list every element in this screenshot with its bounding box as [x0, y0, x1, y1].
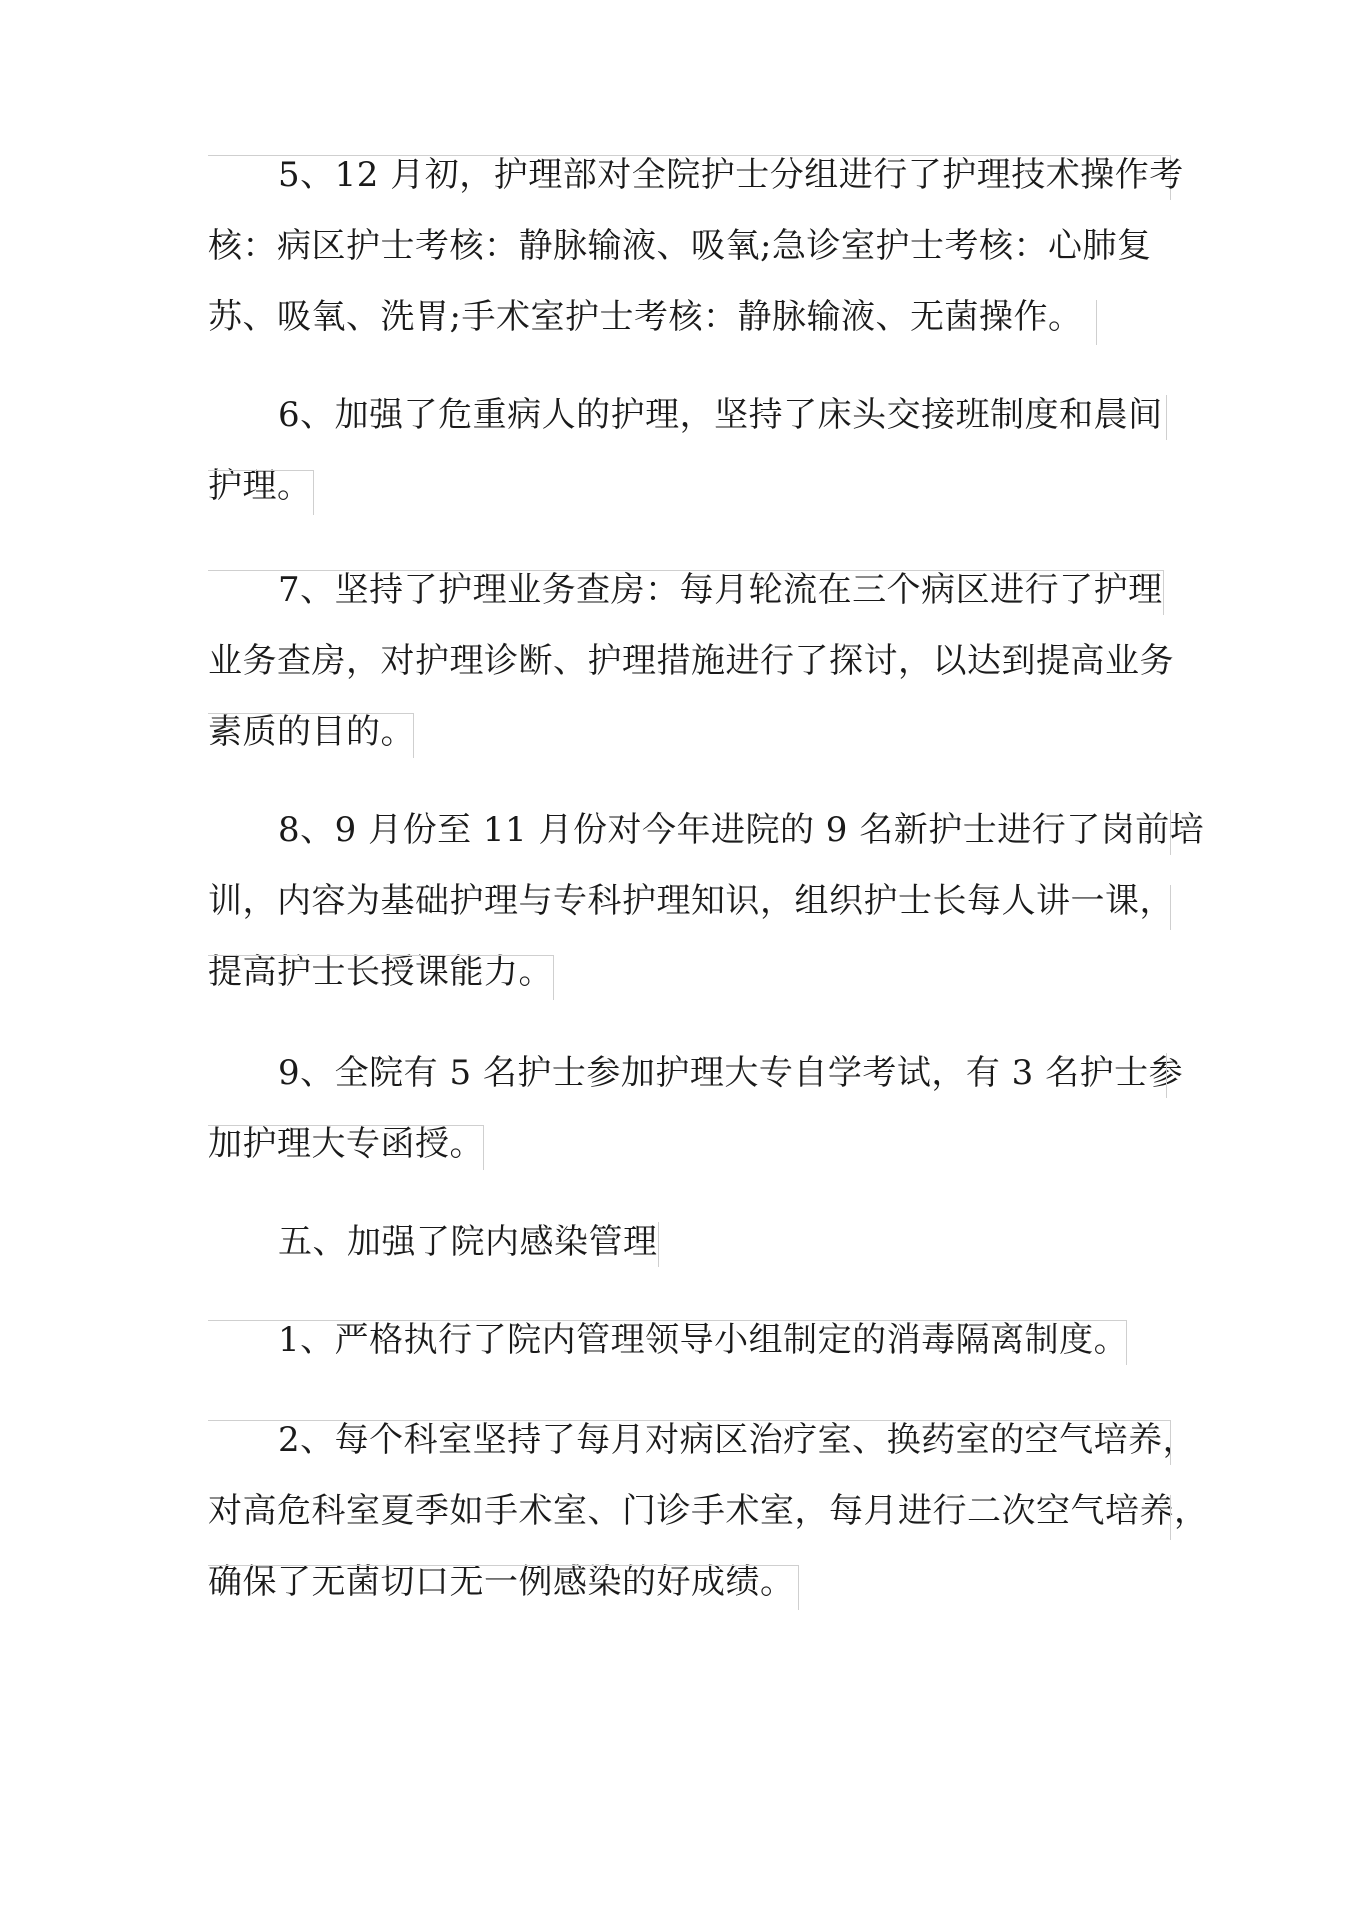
paragraph-border-top — [208, 470, 313, 471]
paragraph-border-top — [208, 1565, 798, 1566]
paragraph-border-top — [208, 713, 413, 714]
paragraph-line: 提高护士长授课能力。 — [208, 952, 553, 992]
paragraph-line: 8、9 月份至 11 月份对今年进院的 9 名新护士进行了岗前培 — [278, 810, 1205, 850]
paragraph-border-right — [1170, 810, 1171, 855]
paragraph-item-2 — [208, 1405, 1209, 1618]
paragraph-end-mark — [798, 1565, 799, 1610]
paragraph-item-8 — [208, 795, 1205, 1008]
paragraph-line: 5、12 月初，护理部对全院护士分组进行了护理技术操作考 — [278, 155, 1184, 195]
paragraph-item-9 — [208, 1038, 1184, 1180]
paragraph-line: 苏、吸氧、洗胃;手术室护士考核：静脉输液、无菌操作。 — [208, 297, 1083, 337]
paragraph-item-7 — [208, 555, 1174, 768]
paragraph-end-mark — [658, 1222, 659, 1267]
paragraph-border-top — [208, 1125, 483, 1126]
paragraph-line: 对高危科室夏季如手术室、门诊手术室，每月进行二次空气培养， — [208, 1491, 1209, 1531]
paragraph-end-mark — [1096, 300, 1097, 345]
paragraph-end-mark — [483, 1125, 484, 1170]
paragraph-line: 护理。 — [208, 466, 312, 506]
paragraph-line: 训，内容为基础护理与专科护理知识，组织护士长每人讲一课， — [208, 881, 1174, 921]
paragraph-line: 7、坚持了护理业务查房：每月轮流在三个病区进行了护理 — [278, 570, 1163, 610]
paragraph-border-right — [1166, 1053, 1167, 1098]
paragraph-border-right — [1166, 395, 1167, 440]
paragraph-end-mark — [413, 713, 414, 758]
paragraph-item-1 — [208, 1305, 1170, 1376]
paragraph-line: 业务查房，对护理诊断、护理措施进行了探讨，以达到提高业务 — [208, 641, 1174, 681]
paragraph-line: 素质的目的。 — [208, 712, 415, 752]
paragraph-line: 2、每个科室坚持了每月对病区治疗室、换药室的空气培养， — [278, 1420, 1198, 1460]
paragraph-end-mark — [1126, 1320, 1127, 1365]
heading-line: 五、加强了院内感染管理 — [278, 1222, 658, 1262]
paragraph-line: 核：病区护士考核：静脉输液、吸氧;急诊室护士考核：心肺复 — [208, 226, 1152, 266]
paragraph-border-right — [1170, 1495, 1171, 1540]
paragraph-item-6 — [208, 380, 1170, 522]
paragraph-border-right — [1170, 1420, 1171, 1465]
paragraph-line: 1、严格执行了院内管理领导小组制定的消毒隔离制度。 — [278, 1320, 1129, 1360]
paragraph-line: 加护理大专函授。 — [208, 1124, 484, 1164]
paragraph-end-mark — [553, 955, 554, 1000]
paragraph-item-5 — [208, 140, 1184, 353]
paragraph-line: 9、全院有 5 名护士参加护理大专自学考试，有 3 名护士参 — [278, 1053, 1184, 1093]
paragraph-border-right — [1170, 885, 1171, 930]
paragraph-line: 6、加强了危重病人的护理，坚持了床头交接班制度和晨间 — [278, 395, 1163, 435]
paragraph-border-top — [208, 955, 553, 956]
paragraph-end-mark — [313, 470, 314, 515]
section-heading — [208, 1207, 1170, 1278]
paragraph-line: 确保了无菌切口无一例感染的好成绩。 — [208, 1562, 795, 1602]
